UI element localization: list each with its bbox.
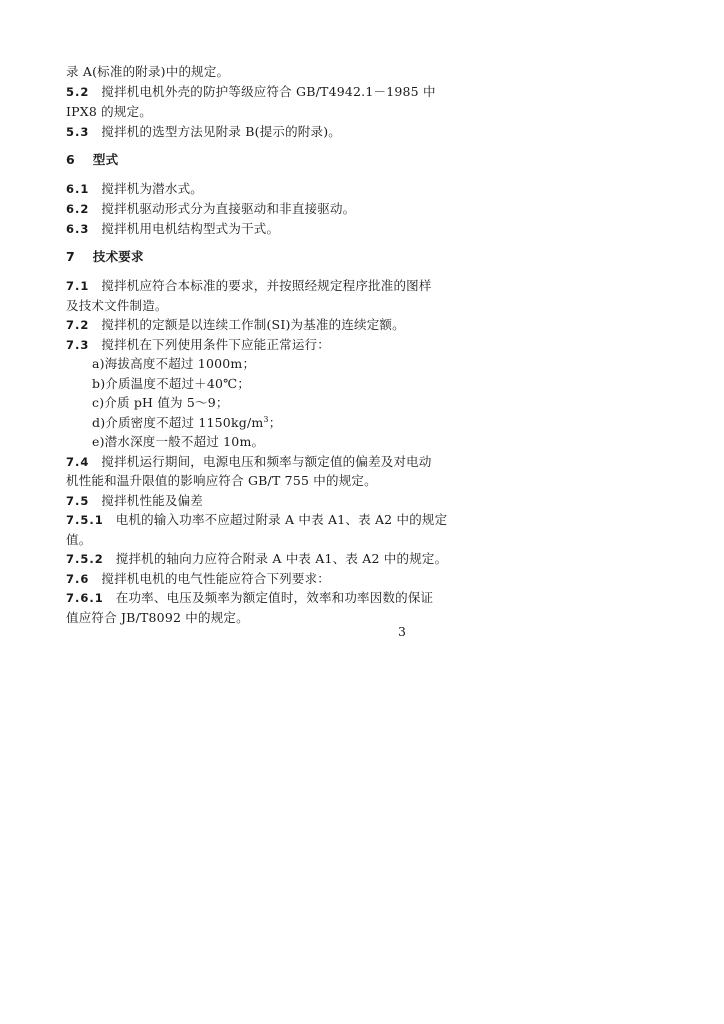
text-line: [66, 298, 446, 314]
text-line: [66, 64, 446, 80]
text-line: [66, 104, 446, 120]
list-item: [92, 395, 472, 411]
line-text: 搅拌机为潜水式。: [101, 181, 203, 196]
line-text: 录 A(标准的附录)中的规定。: [66, 64, 230, 79]
page-number: 3: [398, 624, 406, 639]
text-line: [66, 532, 446, 548]
clause-number: 6.3: [66, 222, 90, 236]
clause-number: 7.3: [66, 338, 90, 352]
line-text-tail: ；: [268, 415, 282, 430]
clause-7-2: [66, 317, 446, 333]
clause-number: 5.3: [66, 125, 90, 139]
section-title: 型式: [92, 152, 119, 167]
clause-number: 7.5.1: [66, 513, 104, 527]
clause-number: 7.1: [66, 279, 90, 293]
line-text: 搅拌机的选型方法见附录 B(提示的附录)。: [101, 124, 341, 139]
clause-7-5-2: [66, 551, 446, 567]
line-text: b)介质温度不超过＋40℃；: [92, 376, 251, 391]
line-text: 搅拌机运行期间，电源电压和频率与额定值的偏差及对电动: [101, 454, 432, 469]
clause-7-3: [66, 337, 446, 353]
line-text: 搅拌机电机外壳的防护等级应符合 GB/T4942.1－1985 中: [101, 84, 436, 99]
clause-number: 5.2: [66, 85, 90, 99]
text-line: [66, 473, 446, 489]
clause-7-5: [66, 493, 446, 509]
superscript: 3: [263, 414, 269, 424]
line-text: 搅拌机性能及偏差: [101, 493, 203, 508]
section-title: 技术要求: [92, 249, 144, 264]
clause-7-4: [66, 454, 446, 470]
clause-6-2: [66, 201, 446, 217]
clause-number: 6.1: [66, 182, 90, 196]
clause-number: 7.4: [66, 455, 90, 469]
line-text: e)潜水深度一般不超过 10m。: [92, 434, 265, 449]
list-item: [92, 415, 472, 431]
clause-6-1: [66, 181, 446, 197]
clause-5-2: [66, 84, 446, 100]
line-text: 搅拌机用电机结构型式为干式。: [101, 221, 280, 236]
line-text: 及技术文件制造。: [66, 298, 168, 313]
clause-number: 6.2: [66, 202, 90, 216]
clause-7-1: [66, 278, 446, 294]
section-heading-6: [66, 152, 446, 168]
clause-number: 7.6: [66, 572, 90, 586]
line-text: d)介质密度不超过 1150kg/m: [92, 415, 264, 430]
line-text: 值应符合 JB/T8092 中的规定。: [66, 610, 249, 625]
section-number: 6: [66, 152, 75, 167]
section-number: 7: [66, 249, 75, 264]
line-text: c)介质 pH 值为 5～9；: [92, 395, 229, 410]
clause-number: 7.6.1: [66, 591, 104, 605]
line-text: 值。: [66, 532, 92, 547]
clause-number: 7.2: [66, 318, 90, 332]
line-text: 电机的输入功率不应超过附录 A 中表 A1、表 A2 中的规定: [115, 512, 448, 527]
section-heading-7: [66, 249, 446, 265]
clause-number: 7.5.2: [66, 552, 104, 566]
list-item: [92, 434, 472, 450]
clause-7-6-1: [66, 590, 446, 606]
line-text: a)海拔高度不超过 1000m；: [92, 356, 256, 371]
clause-7-6: [66, 571, 446, 587]
line-text: 搅拌机应符合本标准的要求，并按照经规定程序批准的图样: [101, 278, 432, 293]
clause-7-5-1: [66, 512, 446, 528]
line-text: 搅拌机的定额是以连续工作制(SI)为基准的连续定额。: [101, 317, 405, 332]
list-item: [92, 376, 472, 392]
line-text: 机性能和温升限值的影响应符合 GB/T 755 中的规定。: [66, 473, 377, 488]
line-text: 在功率、电压及频率为额定值时，效率和功率因数的保证: [115, 590, 434, 605]
clause-6-3: [66, 221, 446, 237]
line-text: 搅拌机驱动形式分为直接驱动和非直接驱动。: [101, 201, 356, 216]
text-line: [66, 610, 446, 626]
line-text: IPX8 的规定。: [66, 104, 152, 119]
list-item: [92, 356, 472, 372]
line-text: 搅拌机的轴向力应符合附录 A 中表 A1、表 A2 中的规定。: [115, 551, 448, 566]
clause-5-3: [66, 124, 446, 140]
clause-number: 7.5: [66, 494, 90, 508]
line-text: 搅拌机在下列使用条件下应能正常运行：: [101, 337, 330, 352]
line-text: 搅拌机电机的电气性能应符合下列要求：: [101, 571, 330, 586]
